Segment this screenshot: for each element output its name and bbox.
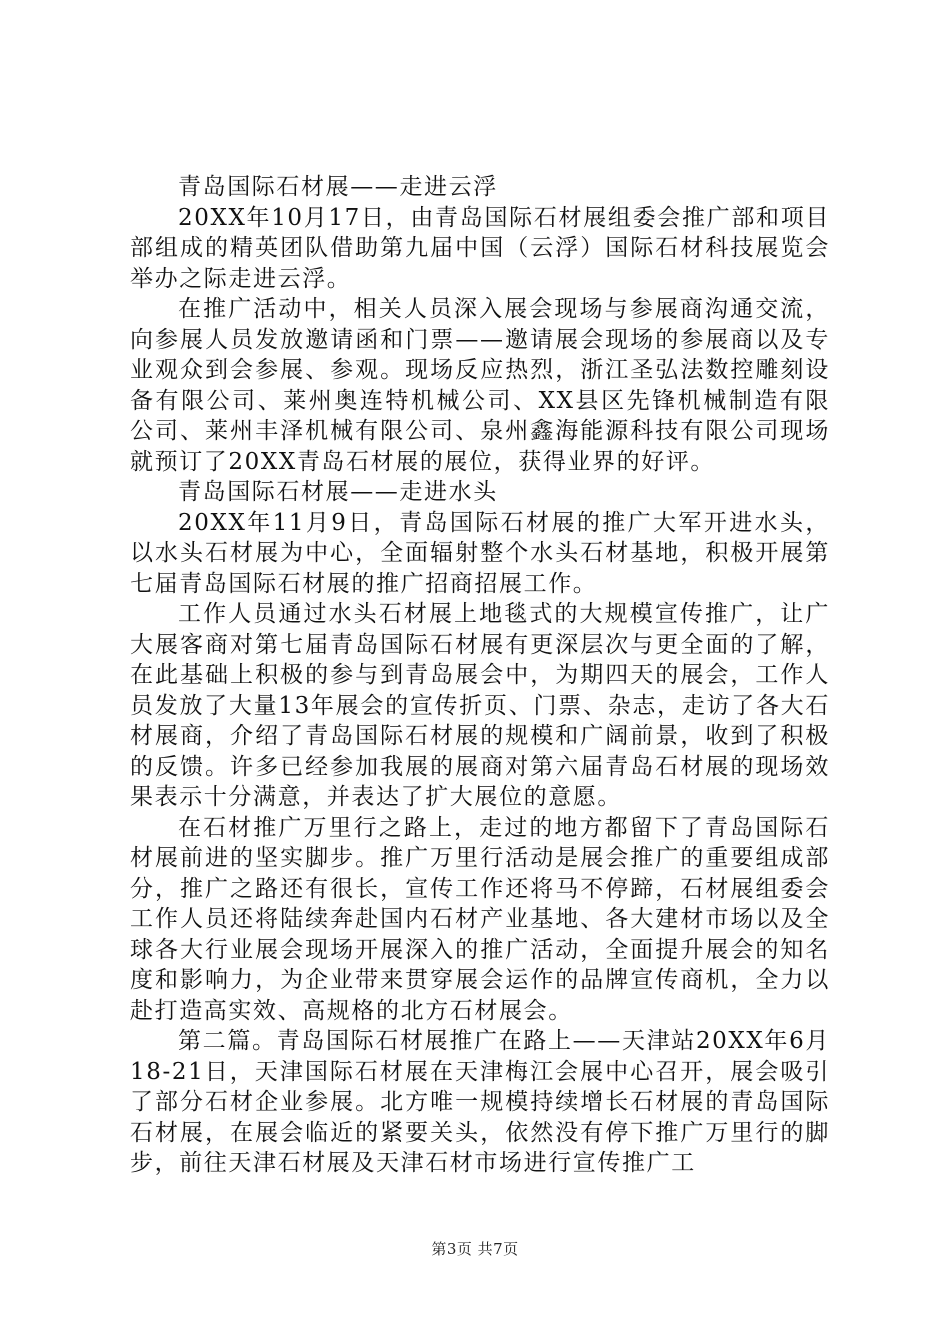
paragraph: 20XX年11月9日，青岛国际石材展的推广大军开进水头，以水头石材展为中心，全面辐射整个水头石材基地，积极开展第七届青岛国际石材展的推广招商招展工作。	[130, 509, 830, 597]
section-heading-yunfu: 青岛国际石材展——走进云浮	[178, 174, 498, 200]
paragraph: 工作人员通过水头石材展上地毯式的大规模宣传推广，让广大展客商对第七届青岛国际石材展有更深层次与更全面的了解，在此基础上积极的参与到青岛展会中，为期四天的展会，工作人员发放了大量13年展会的宣传折页、门票、杂志，走访了各大石材展商，介绍了青岛国际石材展的规模和广阔前景，收到了积极的反馈。许多已经参加我展的展商对第六届青岛石材展的现场效果表示十分满意，并表达了扩大展位的意愿。	[130, 601, 830, 810]
document-body	[130, 172, 830, 1179]
page-number-footer: 第3页 共7页	[431, 1240, 519, 1258]
paragraph: 在推广活动中，相关人员深入展会现场与参展商沟通交流，向参展人员发放邀请函和门票——邀请展会现场的参展商以及专业观众到会参展、参观。现场反应热烈，浙江圣弘法数控雕刻设备有限公司、莱州奥连特机械公司、XX县区先锋机械制造有限公司、莱州丰泽机械有限公司、泉州鑫海能源科技有限公司现场就预订了20XX青岛石材展的展位，获得业界的好评。	[130, 296, 830, 475]
paragraph: 第二篇。青岛国际石材展推广在路上——天津站20XX年6月18-21日，天津国际石材展在天津梅江会展中心召开，展会吸引了部分石材企业参展。北方唯一规模持续增长石材展的青岛国际石材展，在展会临近的紧要关头，依然没有停下推广万里行的脚步，前往天津石材展及天津石材市场进行宣传推广工	[130, 1028, 830, 1176]
paragraph: 在石材推广万里行之路上，走过的地方都留下了青岛国际石材展前进的坚实脚步。推广万里行活动是展会推广的重要组成部分，推广之路还有很长，宣传工作还将马不停蹄，石材展组委会工作人员还将陆续奔赴国内石材产业基地、各大建材市场以及全球各大行业展会现场开展深入的推广活动，全面提升展会的知名度和影响力，为企业带来贯穿展会运作的品牌宣传商机，全力以赴打造高实效、高规格的北方石材展会。	[130, 814, 830, 1024]
paragraph: 20XX年10月17日，由青岛国际石材展组委会推广部和项目部组成的精英团队借助第九届中国（云浮）国际石材科技展览会举办之际走进云浮。	[130, 204, 830, 292]
section-heading-shuitou: 青岛国际石材展——走进水头	[178, 479, 498, 505]
